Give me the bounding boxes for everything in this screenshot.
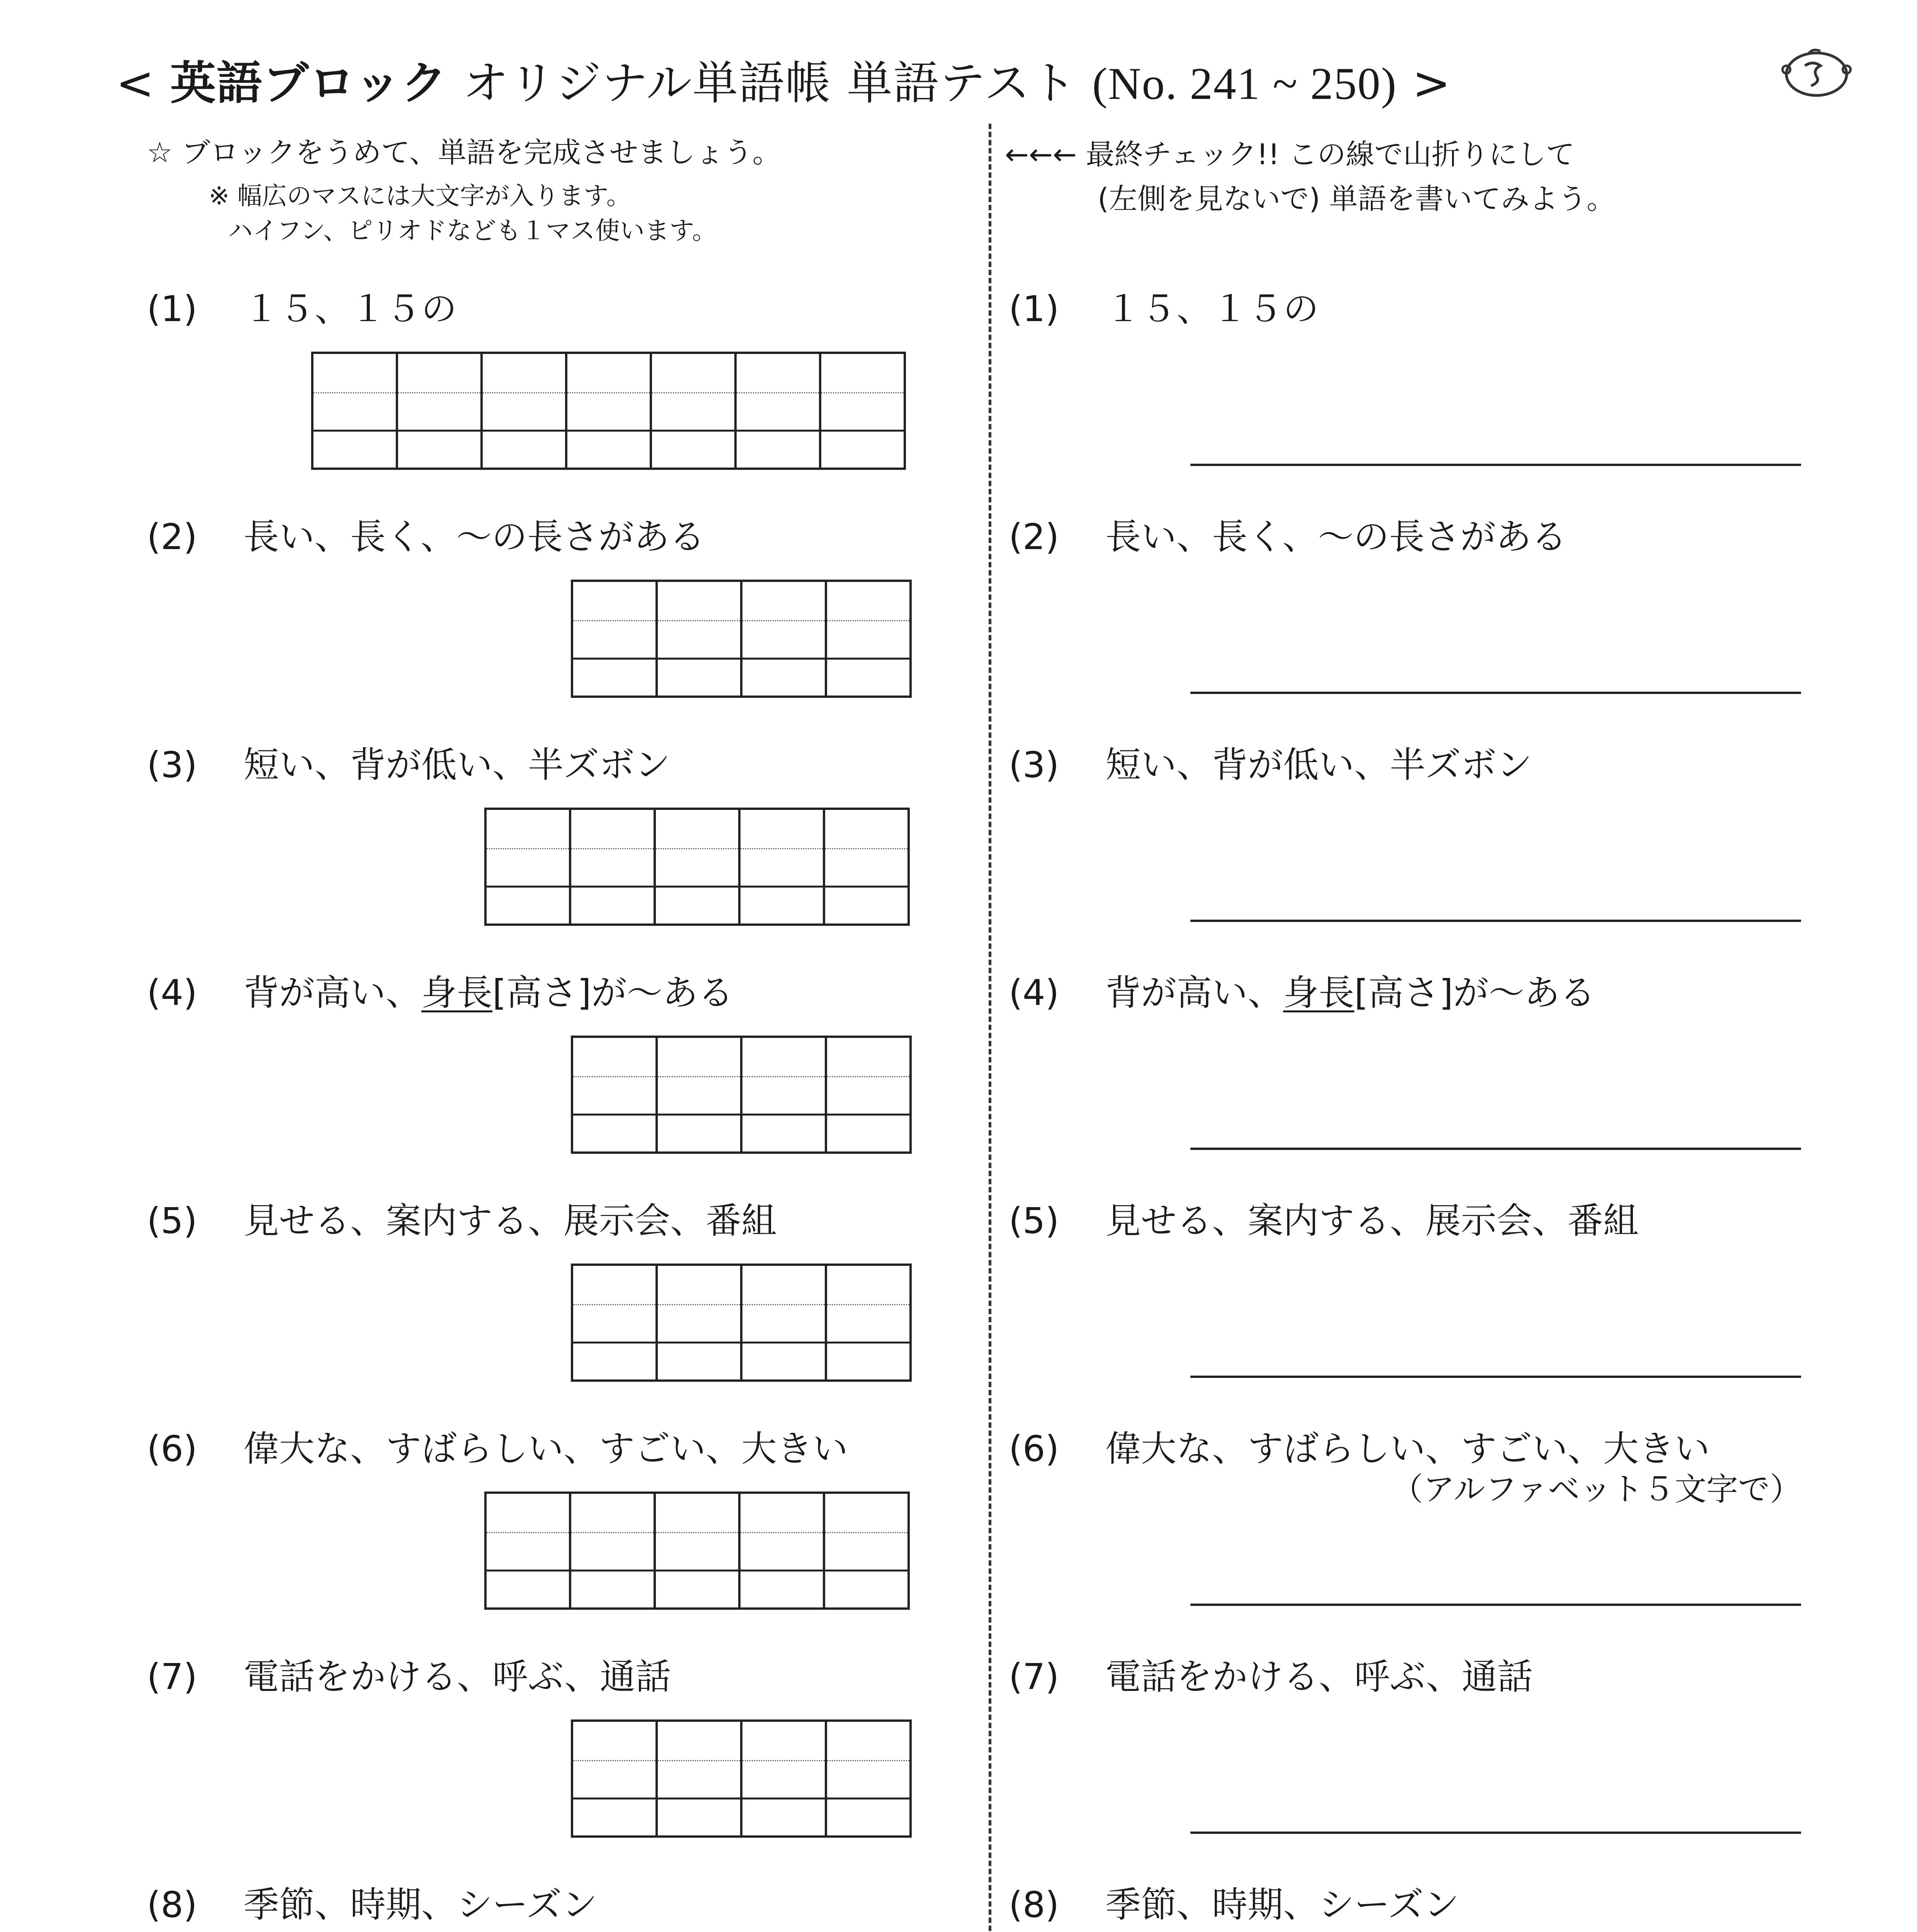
letter-block[interactable] bbox=[742, 582, 827, 698]
answer-line-3[interactable] bbox=[1190, 920, 1801, 922]
question-6-label: (6) 偉大な、すばらしい、すごい、大きい bbox=[147, 1428, 848, 1469]
letter-block[interactable] bbox=[827, 1038, 912, 1154]
letter-block[interactable] bbox=[656, 810, 741, 926]
answer-line-2[interactable] bbox=[1190, 692, 1801, 694]
letter-block[interactable] bbox=[573, 1722, 658, 1838]
answer-grid-3 bbox=[484, 808, 910, 926]
letter-block[interactable] bbox=[313, 354, 398, 470]
fold-line bbox=[989, 124, 991, 1932]
letter-block[interactable] bbox=[571, 1494, 656, 1610]
title-close-bracket: > bbox=[1412, 56, 1451, 110]
answer-line-7[interactable] bbox=[1190, 1832, 1801, 1834]
letter-block[interactable] bbox=[658, 1266, 742, 1382]
question-8-label: (8) 季節、時期、シーズン bbox=[147, 1884, 598, 1925]
letter-block[interactable] bbox=[742, 1038, 827, 1154]
letter-block[interactable] bbox=[652, 354, 737, 470]
letter-block[interactable] bbox=[658, 1722, 742, 1838]
title-open-bracket: < bbox=[116, 56, 155, 110]
letter-block[interactable] bbox=[821, 354, 906, 470]
letter-block[interactable] bbox=[741, 1494, 825, 1610]
letter-block[interactable] bbox=[741, 810, 825, 926]
letter-block[interactable] bbox=[573, 582, 658, 698]
answer-grid-6 bbox=[484, 1492, 910, 1610]
answer-grid-4 bbox=[571, 1036, 912, 1154]
letter-block[interactable] bbox=[825, 810, 910, 926]
check-6-note: （アルファベット５文字で） bbox=[1391, 1471, 1802, 1508]
title-range: (No. 241 ~ 250) bbox=[1092, 58, 1397, 109]
letter-block[interactable] bbox=[827, 1266, 912, 1382]
check-2-label: (2) 長い、長く、～の長さがある bbox=[1009, 516, 1567, 558]
letter-block[interactable] bbox=[571, 810, 656, 926]
answer-line-6[interactable] bbox=[1190, 1604, 1801, 1606]
answer-grid-5 bbox=[571, 1264, 912, 1382]
check-1-label: (1) １５、１５の bbox=[1009, 288, 1319, 330]
answer-grid-1 bbox=[311, 352, 906, 470]
letter-block[interactable] bbox=[742, 1722, 827, 1838]
check-6-label: (6) 偉大な、すばらしい、すごい、大きい bbox=[1009, 1428, 1710, 1469]
answer-line-1[interactable] bbox=[1190, 464, 1801, 466]
instruction-note-1: ※ 幅広のマスには大文字が入ります。 bbox=[209, 182, 631, 211]
brand-name: 英語ブロック bbox=[170, 56, 448, 110]
check-3-label: (3) 短い、背が低い、半ズボン bbox=[1009, 744, 1532, 786]
answer-grid-7 bbox=[571, 1719, 912, 1838]
check-4-label: (4) 背が高い、身長[高さ]が～ある bbox=[1009, 972, 1595, 1014]
fold-instruction-1: ←←← 最終チェック!! この線で山折りにして bbox=[1005, 138, 1575, 171]
fold-instruction-2: (左側を見ないで) 単語を書いてみよう。 bbox=[1098, 182, 1616, 216]
answer-line-5[interactable] bbox=[1190, 1376, 1801, 1378]
letter-block[interactable] bbox=[398, 354, 483, 470]
letter-block[interactable] bbox=[656, 1494, 741, 1610]
letter-block[interactable] bbox=[742, 1266, 827, 1382]
letter-block[interactable] bbox=[487, 810, 571, 926]
letter-block[interactable] bbox=[483, 354, 567, 470]
question-2-label: (2) 長い、長く、～の長さがある bbox=[147, 516, 705, 558]
question-5-label: (5) 見せる、案内する、展示会、番組 bbox=[147, 1200, 777, 1242]
letter-block[interactable] bbox=[658, 1038, 742, 1154]
letter-block[interactable] bbox=[658, 582, 742, 698]
question-4-label: (4) 背が高い、身長[高さ]が～ある bbox=[147, 972, 734, 1014]
letter-block[interactable] bbox=[567, 354, 652, 470]
answer-line-4[interactable] bbox=[1190, 1148, 1801, 1150]
title-text: オリジナル単語帳 単語テスト bbox=[463, 56, 1077, 110]
check-7-label: (7) 電話をかける、呼ぶ、通話 bbox=[1009, 1656, 1533, 1697]
letter-block[interactable] bbox=[827, 582, 912, 698]
letter-block[interactable] bbox=[737, 354, 821, 470]
page-title bbox=[116, 54, 1451, 113]
answer-grid-2 bbox=[571, 580, 912, 698]
check-5-label: (5) 見せる、案内する、展示会、番組 bbox=[1009, 1200, 1639, 1242]
letter-block[interactable] bbox=[825, 1494, 910, 1610]
question-3-label: (3) 短い、背が低い、半ズボン bbox=[147, 744, 671, 786]
question-7-label: (7) 電話をかける、呼ぶ、通話 bbox=[147, 1656, 671, 1697]
question-1-label: (1) １５、１５の bbox=[147, 288, 457, 330]
instruction-main: ☆ ブロックをうめて、単語を完成させましょう。 bbox=[147, 136, 781, 169]
letter-block[interactable] bbox=[487, 1494, 571, 1610]
letter-block[interactable] bbox=[573, 1038, 658, 1154]
letter-block[interactable] bbox=[573, 1266, 658, 1382]
instruction-note-2: ハイフン、ピリオドなども１マス使います。 bbox=[228, 217, 717, 245]
mascot-icon bbox=[1778, 43, 1855, 104]
letter-block[interactable] bbox=[827, 1722, 912, 1838]
check-8-label: (8) 季節、時期、シーズン bbox=[1009, 1884, 1459, 1925]
